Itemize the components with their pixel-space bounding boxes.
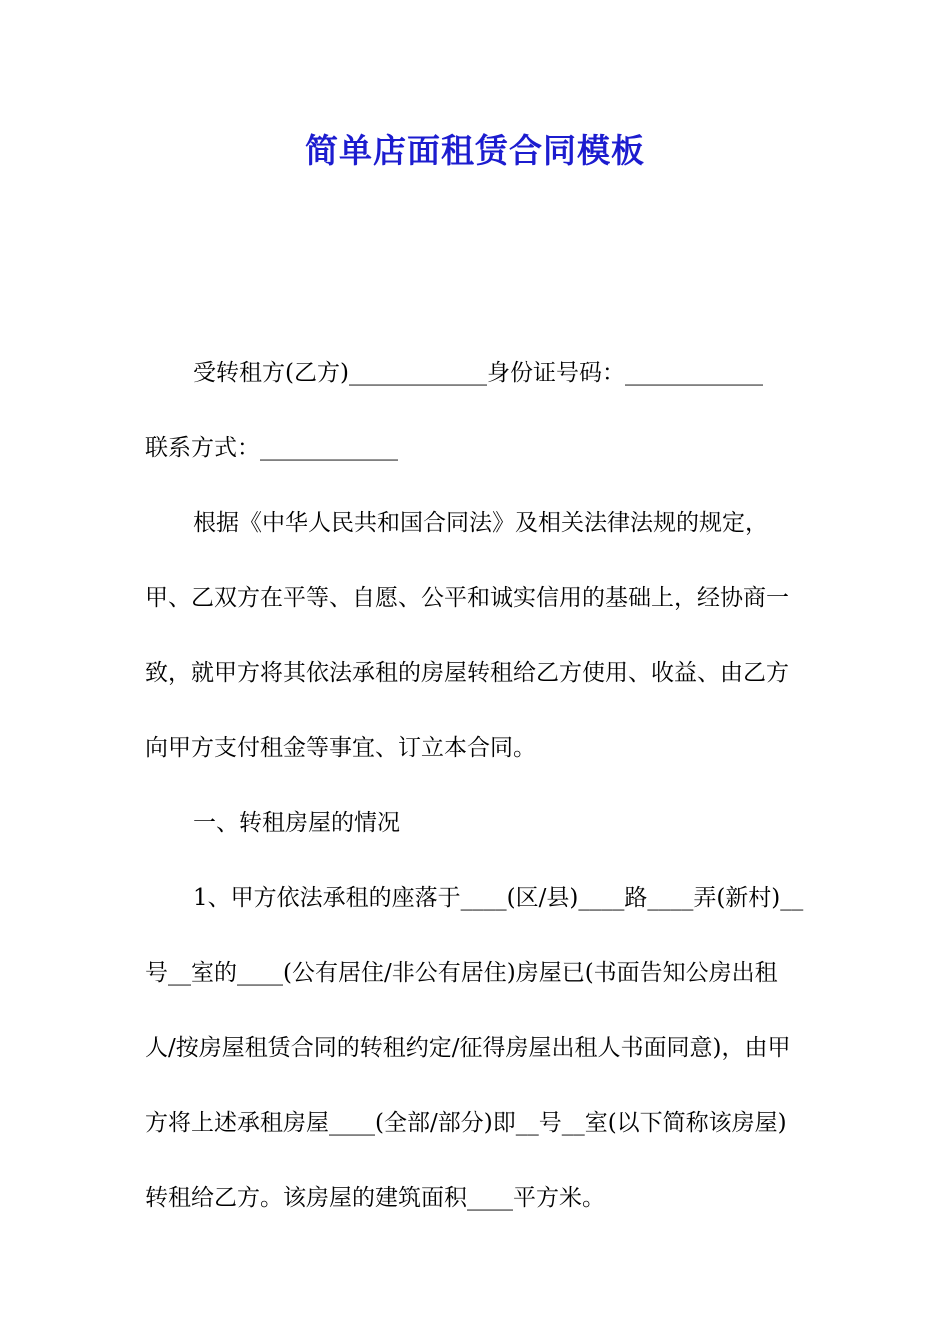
lessee-info-line: 受转租方(乙方)____________身份证号码：____________: [193, 360, 763, 386]
clause-paragraph: 1、甲方依法承租的座落于____(区/县)____路____弄(新村)__号__室的____(公有居住/非公有居住)房屋已(书面告知公房出租人/按房屋租赁合同的转租约定/征得房屋出租人书面同意)，由甲方将上述承租房屋____(全部/部分)即__号__室(以下简称该房屋)转租给乙方。该房屋的建筑面积____平方米。: [145, 885, 804, 1211]
section-heading: 一、转租房屋的情况: [193, 810, 400, 836]
contact-info-line: 联系方式：____________: [145, 435, 398, 461]
document-title: 简单店面租赁合同模板: [305, 131, 645, 170]
preamble-paragraph: 根据《中华人民共和国合同法》及相关法律法规的规定，甲、乙双方在平等、自愿、公平和诚实信用的基础上，经协商一致，就甲方将其依法承租的房屋转租给乙方使用、收益、由乙方向甲方支付租金等事宜、订立本合同。: [145, 510, 789, 761]
document-body: [145, 336, 807, 1236]
